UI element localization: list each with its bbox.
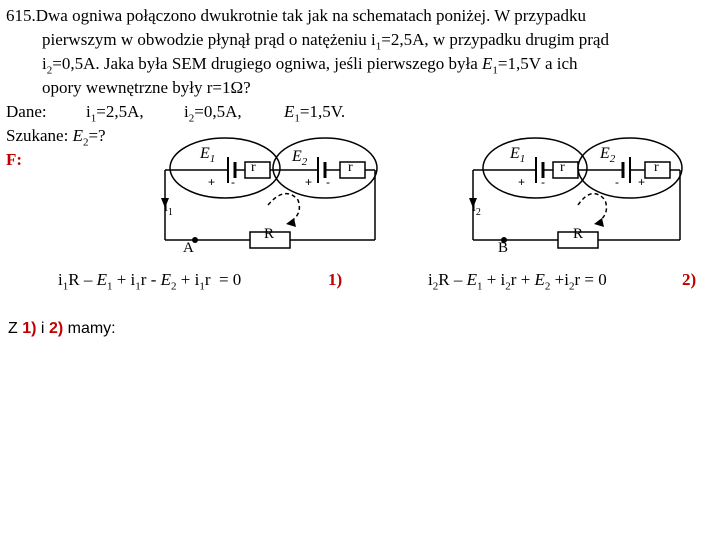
c1-node-label: A	[183, 240, 194, 256]
problem-line-3: $i_2=0,5A$. Jaka była SEM drugiego ogniwa, jeśli pierwszego była $E_1=1,5V$ a ich	[42, 54, 578, 77]
given-label: Dane:	[6, 102, 47, 121]
c1-cell1-plus: +	[208, 175, 216, 189]
c2-r2-label: r	[654, 160, 659, 175]
c2-current-label: $i_2$	[472, 200, 481, 218]
c2-cell2-minus: -	[615, 175, 619, 189]
c1-cell2-minus: -	[326, 175, 330, 189]
c2-cell1-minus: -	[541, 175, 545, 189]
c1-e2-label: $E_2$	[292, 148, 308, 169]
c2-r1-label: r	[560, 160, 565, 175]
c1-resistor-r1	[245, 162, 270, 178]
c2-e2-label: $E_2$	[600, 145, 616, 166]
c1-cell1-enclosure	[170, 138, 280, 198]
c1-resistor-label: R	[264, 226, 275, 242]
c2-resistor-label: R	[573, 226, 584, 242]
conclusion-line: Z 1) i 2) mamy:	[8, 320, 116, 337]
equation-2-tag: 2)	[682, 270, 697, 289]
c2-cell1-plus: +	[518, 175, 526, 189]
c1-r2-label: r	[348, 160, 353, 175]
find-label: Szukane: $E_2=$?	[6, 126, 106, 149]
c1-current-loop	[268, 194, 299, 222]
equation-1-tag: 1)	[328, 270, 343, 289]
problem-line-4: opory wewnętrzne były r=1Ω?	[42, 78, 251, 97]
c1-r1-label: r	[251, 160, 256, 175]
c1-cell1-minus: -	[231, 175, 235, 189]
c2-e1-label: $E_1$	[510, 145, 526, 166]
equation-1: $i_1R - E_1 + i_1r - E_2 + i_1r = 0$	[58, 270, 242, 293]
equation-2: $i_2R - E_1 + i_2r + E_2 +i_2r = 0$	[428, 270, 607, 293]
given-i1: $i_1=2,5A$,	[86, 102, 144, 125]
given-e1: $E_1=1,5V$.	[284, 102, 346, 125]
c1-e1-label: $E_1$	[200, 145, 216, 166]
c2-resistor-r1	[553, 162, 578, 178]
c1-current-label: $i_1$	[164, 200, 173, 218]
formula-label: F:	[6, 150, 23, 169]
c2-node-label: B	[498, 240, 509, 256]
problem-line-1: 615.Dwa ogniwa połączono dwukrotnie tak jak na schematach poniżej. W przypadku	[6, 6, 587, 25]
c1-cell2-plus: +	[305, 175, 313, 189]
c2-loop-arrowhead	[594, 218, 604, 227]
c2-cell2-plus: +	[638, 175, 646, 189]
given-i2: $i_2=0,5A$,	[184, 102, 242, 125]
problem-line-2: pierwszym w obwodzie płynął prąd o natężeniu $i_1=2,5A$, w przypadku drugim prąd	[42, 30, 609, 53]
c2-current-loop	[578, 194, 606, 222]
